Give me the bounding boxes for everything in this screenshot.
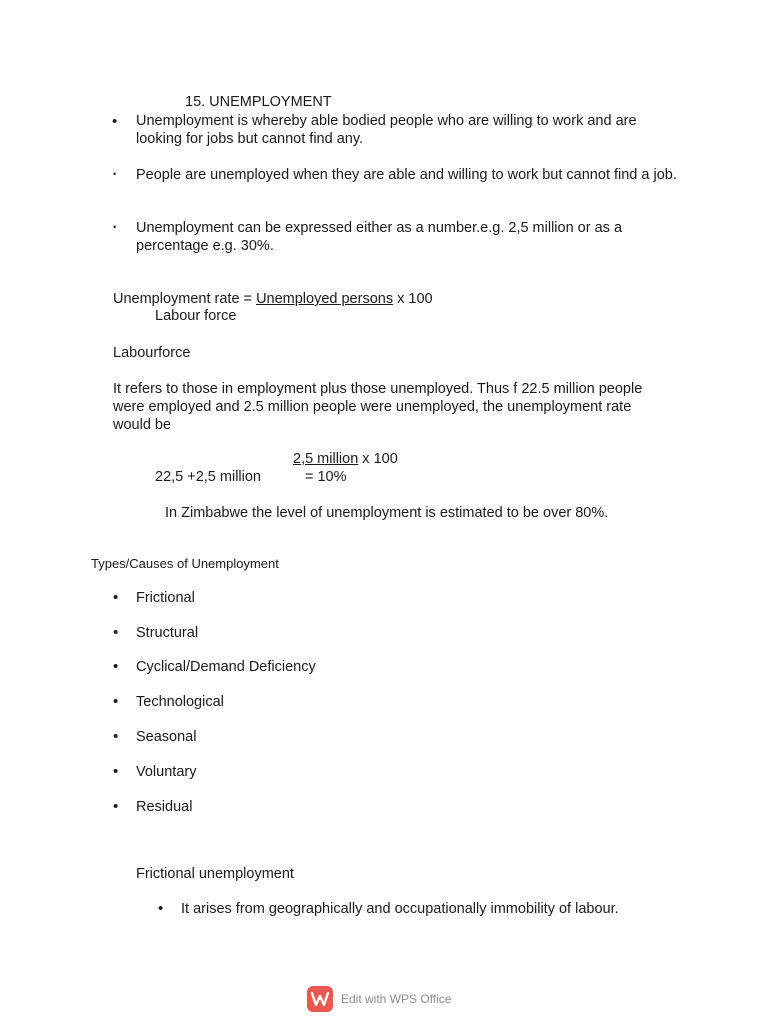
bullet-icon: •: [113, 693, 119, 710]
bullet-icon: •: [113, 222, 117, 232]
bullet-icon: •: [113, 728, 119, 745]
bullet-icon: •: [113, 624, 119, 641]
formula-numerator: Unemployed persons: [256, 291, 394, 307]
formula-denominator: Labour force: [155, 308, 237, 324]
section-heading: Frictional unemployment: [136, 866, 294, 882]
wps-edit-label[interactable]: Edit with WPS Office: [341, 991, 452, 1006]
wps-w-icon: [311, 992, 329, 1006]
calc-denominator: 22,5 +2,5 million: [155, 469, 261, 485]
bullet-icon: •: [113, 763, 119, 780]
list-item: Cyclical/Demand Deficiency: [136, 659, 316, 675]
bullet-icon: •: [113, 798, 119, 815]
list-item: Voluntary: [136, 764, 197, 780]
bullet-icon: •: [113, 589, 119, 606]
page-title: 15. UNEMPLOYMENT: [185, 94, 332, 110]
list-item: Residual: [136, 799, 193, 815]
wps-logo-icon: [307, 986, 333, 1012]
section-heading: Types/Causes of Unemployment: [91, 556, 279, 571]
calc-numerator: 2,5 million: [293, 451, 359, 467]
list-item: Structural: [136, 625, 199, 641]
bullet-text: It arises from geographically and occupationally immobility of labour.: [181, 901, 619, 917]
section-heading: Labourforce: [113, 345, 191, 361]
zimbabwe-note: In Zimbabwe the level of unemployment is estimated to be over 80%.: [165, 505, 609, 521]
list-item: Frictional: [136, 590, 195, 606]
paragraph: It refers to those in employment plus those unemployed. Thus f 22.5 million people were employed and 2.5 million people were unemployed, the unemployment rate would be: [113, 381, 643, 433]
calc-result: = 10%: [305, 469, 347, 485]
calc-numerator-line: [293, 451, 398, 467]
list-item: Technological: [136, 694, 224, 710]
bullet-icon: •: [113, 658, 119, 675]
bullet-icon: •: [113, 169, 117, 179]
bullet-text: People are unemployed when they are able and willing to work but cannot find a job.: [136, 167, 677, 183]
list-item: Seasonal: [136, 729, 197, 745]
formula-suffix: x 100: [393, 291, 433, 307]
bullet-text: Unemployment can be expressed either as a number.e.g. 2,5 million or as a percentage e.g. 30%.: [136, 220, 623, 254]
wps-edit-link[interactable]: [307, 985, 451, 1012]
bullet-text: Unemployment is whereby able bodied people who are willing to work and are looking for jobs but cannot find any.: [136, 113, 637, 147]
formula-prefix: Unemployment rate =: [113, 291, 257, 307]
bullet-icon: •: [158, 900, 164, 917]
bullet-icon: •: [112, 113, 118, 130]
formula-line: [113, 291, 433, 307]
calc-times: x 100: [358, 451, 398, 467]
